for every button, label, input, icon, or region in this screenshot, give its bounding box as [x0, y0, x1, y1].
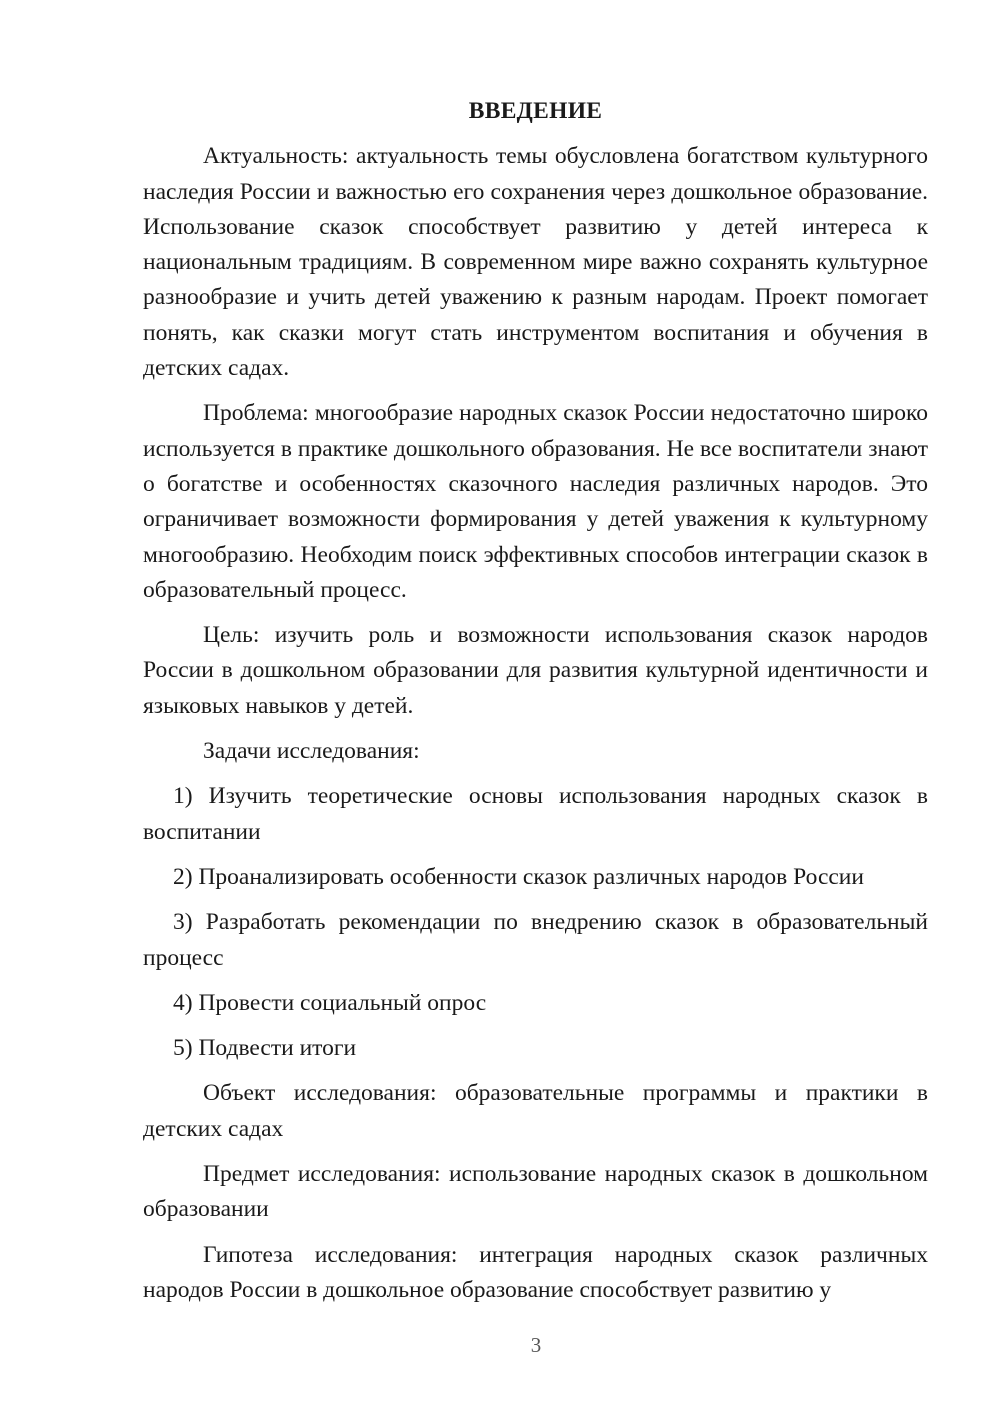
goal-paragraph: Цель: изучить роль и возможности использования сказок народов России в дошкольном образовании для развития культурной идентичности и языковых навыков у детей. [143, 622, 928, 719]
hypothesis-paragraph: Гипотеза исследования: интеграция народных сказок различных народов России в дошкольное образование способствует развитию у [143, 1241, 928, 1303]
task-item: 5) Подвести итоги [173, 1035, 357, 1062]
task-item: 2) Проанализировать особенности сказок различных народов России [173, 863, 864, 890]
task-item: 4) Провести социальный опрос [173, 989, 487, 1016]
task-item: 3) Разработать рекомендации по внедрению сказок в образовательный процесс [143, 909, 928, 971]
tasks-heading: Задачи исследования: [203, 738, 420, 765]
problem-paragraph: Проблема: многообразие народных сказок России недостаточно широко используется в практике дошкольного образования. Не все воспитатели знают о богатстве и особенностях сказочного наследия различных народов. Это ограничивает возможности формирования у детей уважения к культурному многообразию. Необходим поиск эффективных способов интеграции сказок в образовательный процесс. [143, 400, 928, 603]
section-title: ВВЕДЕНИЕ [468, 98, 603, 124]
page-number: 3 [530, 1333, 542, 1357]
subject-paragraph: Предмет исследования: использование народных сказок в дошкольном образовании [143, 1161, 928, 1223]
task-item: 1) Изучить теоретические основы использования народных сказок в воспитании [143, 783, 928, 845]
relevance-paragraph: Актуальность: актуальность темы обусловлена богатством культурного наследия России и важностью его сохранения через дошкольное образование. Использование сказок способствует развитию у детей интереса к национальным традициям. В современном мире важно сохранять культурное разнообразие и учить детей уважению к разным народам. Проект помогает понять, как сказки могут стать инструментом воспитания и обучения в детских садах. [143, 143, 928, 382]
page-content [143, 94, 928, 1318]
object-paragraph: Объект исследования: образовательные программы и практики в детских садах [143, 1080, 928, 1142]
